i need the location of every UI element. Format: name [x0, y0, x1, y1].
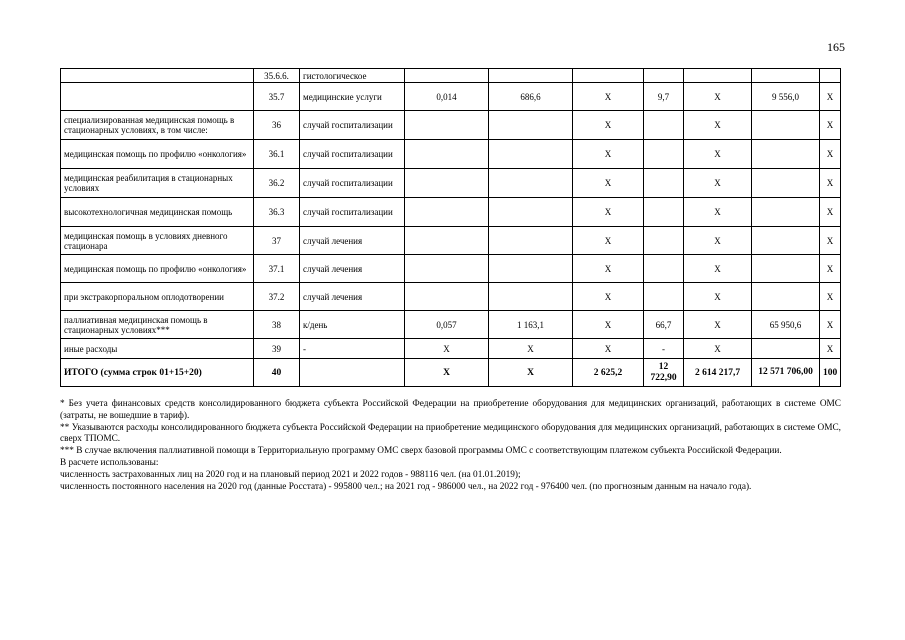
value-cell [573, 69, 644, 83]
table-row [61, 311, 841, 339]
value-cell [820, 69, 841, 83]
row-number-cell: 35.6.6. [254, 69, 300, 83]
value-cell: Х [820, 198, 841, 227]
value-cell [644, 198, 684, 227]
value-cell [489, 255, 573, 283]
value-cell [489, 69, 573, 83]
unit-cell: к/день [300, 311, 405, 339]
value-cell [405, 198, 489, 227]
value-cell: Х [573, 83, 644, 111]
value-cell: Х [573, 255, 644, 283]
row-number-cell: 40 [254, 359, 300, 387]
value-cell: 686,6 [489, 83, 573, 111]
row-name-cell: ИТОГО (сумма строк 01+15+20) [61, 359, 254, 387]
value-cell [752, 255, 820, 283]
unit-cell: медицинские услуги [300, 83, 405, 111]
value-cell [644, 255, 684, 283]
footnote-1: * Без учета финансовых средств консолидированного бюджета субъекта Российской Федерации на приобретение оборудования для медицинских организаций, работающих в системе ОМС (затраты, не вошедшие в тариф). [60, 399, 841, 421]
value-cell [489, 140, 573, 169]
value-cell [644, 283, 684, 311]
value-cell: Х [573, 283, 644, 311]
table-row [61, 169, 841, 198]
value-cell: Х [820, 311, 841, 339]
value-cell: Х [573, 198, 644, 227]
unit-cell: случай лечения [300, 227, 405, 255]
value-cell [489, 198, 573, 227]
unit-cell: случай госпитализации [300, 140, 405, 169]
value-cell [489, 111, 573, 140]
value-cell: Х [820, 339, 841, 359]
unit-cell: случай лечения [300, 255, 405, 283]
table-row [61, 283, 841, 311]
footnote-3: *** В случае включения паллиативной помощи в Территориальную программу ОМС сверх базовой программы ОМС с соответствующим платежом субъекта Российской Федерации. [60, 446, 782, 457]
table-row [61, 69, 841, 83]
value-cell [752, 339, 820, 359]
value-cell [752, 198, 820, 227]
value-cell [752, 69, 820, 83]
value-cell: Х [684, 283, 752, 311]
row-name-cell: медицинская помощь в условиях дневного стационара [61, 227, 254, 255]
unit-cell [300, 359, 405, 387]
unit-cell: случай госпитализации [300, 111, 405, 140]
value-cell: Х [489, 339, 573, 359]
footnote-2: ** Указываются расходы консолидированного бюджета субъекта Российской Федерации на приобретение медицинского оборудования для медицинских организаций, работающих в системе ОМС, сверх ТПОМС. [60, 422, 841, 445]
row-number-cell: 37.2 [254, 283, 300, 311]
unit-cell: - [300, 339, 405, 359]
table-row [61, 255, 841, 283]
value-cell [405, 255, 489, 283]
value-cell: Х [684, 169, 752, 198]
value-cell [644, 140, 684, 169]
row-number-cell: 37 [254, 227, 300, 255]
value-cell: 66,7 [644, 311, 684, 339]
value-cell: Х [573, 111, 644, 140]
value-cell [489, 283, 573, 311]
value-cell: 9 556,0 [752, 83, 820, 111]
value-cell: 12 722,90 [644, 359, 684, 387]
row-name-cell [61, 83, 254, 111]
value-cell [644, 169, 684, 198]
value-cell [752, 283, 820, 311]
value-cell: Х [684, 311, 752, 339]
value-cell: Х [489, 359, 573, 387]
value-cell: 12 571 706,00 [752, 359, 820, 387]
value-cell: Х [573, 227, 644, 255]
row-name-cell: медицинская помощь по профилю «онкология» [61, 140, 254, 169]
value-cell [644, 227, 684, 255]
total-row [61, 359, 841, 387]
value-cell: Х [573, 169, 644, 198]
value-cell [644, 69, 684, 83]
value-cell: Х [405, 359, 489, 387]
value-cell: Х [820, 111, 841, 140]
unit-cell: гистологическое [300, 69, 405, 83]
value-cell: 1 163,1 [489, 311, 573, 339]
value-cell: Х [684, 227, 752, 255]
value-cell [405, 169, 489, 198]
row-name-cell: медицинская реабилитация в стационарных условиях [61, 169, 254, 198]
value-cell: 0,057 [405, 311, 489, 339]
table-row [61, 83, 841, 111]
table-row [61, 111, 841, 140]
row-number-cell: 38 [254, 311, 300, 339]
resident-population-note: численность постоянного населения на 2020 год (данные Росстата) - 995800 чел.; на 2021 год - 986000 чел., на 2022 год - 976400 чел. (по прогнозным данным на начало года). [60, 481, 752, 492]
row-name-cell: специализированная медицинская помощь в стационарных условиях, в том числе: [61, 111, 254, 140]
table-row [61, 198, 841, 227]
financing-table [60, 68, 841, 387]
footnotes [60, 399, 841, 493]
value-cell [684, 69, 752, 83]
value-cell: - [644, 339, 684, 359]
row-name-cell: высокотехнологичная медицинская помощь [61, 198, 254, 227]
value-cell [644, 111, 684, 140]
value-cell: Х [405, 339, 489, 359]
value-cell: Х [820, 169, 841, 198]
row-name-cell: при экстракорпоральном оплодотворении [61, 283, 254, 311]
row-number-cell: 39 [254, 339, 300, 359]
row-name-cell [61, 69, 254, 83]
table-row [61, 140, 841, 169]
value-cell: Х [573, 339, 644, 359]
calc-heading: В расчете использованы: [60, 457, 159, 468]
value-cell: Х [684, 339, 752, 359]
value-cell: Х [684, 198, 752, 227]
row-number-cell: 36.2 [254, 169, 300, 198]
value-cell: Х [684, 111, 752, 140]
table-row [61, 227, 841, 255]
value-cell: 2 625,2 [573, 359, 644, 387]
value-cell [752, 111, 820, 140]
value-cell [405, 69, 489, 83]
value-cell [405, 111, 489, 140]
value-cell: Х [684, 255, 752, 283]
value-cell [405, 140, 489, 169]
table-row [61, 339, 841, 359]
row-name-cell: иные расходы [61, 339, 254, 359]
value-cell: Х [820, 283, 841, 311]
value-cell: Х [684, 140, 752, 169]
insured-population-note: численность застрахованных лиц на 2020 год и на плановый период 2021 и 2022 годов - 988116 чел. (на 01.01.2019); [60, 469, 521, 480]
unit-cell: случай госпитализации [300, 198, 405, 227]
row-number-cell: 36.3 [254, 198, 300, 227]
value-cell: Х [684, 83, 752, 111]
unit-cell: случай лечения [300, 283, 405, 311]
page-number: 165 [827, 40, 845, 54]
row-number-cell: 36 [254, 111, 300, 140]
value-cell: Х [820, 83, 841, 111]
unit-cell: случай госпитализации [300, 169, 405, 198]
value-cell: Х [820, 227, 841, 255]
value-cell: 100 [820, 359, 841, 387]
value-cell: Х [573, 311, 644, 339]
value-cell [405, 227, 489, 255]
row-name-cell: медицинская помощь по профилю «онкология» [61, 255, 254, 283]
value-cell: 2 614 217,7 [684, 359, 752, 387]
value-cell: Х [820, 255, 841, 283]
value-cell [752, 169, 820, 198]
value-cell [489, 227, 573, 255]
value-cell [752, 140, 820, 169]
row-name-cell: паллиативная медицинская помощь в стационарных условиях*** [61, 311, 254, 339]
value-cell: 65 950,6 [752, 311, 820, 339]
value-cell: Х [573, 140, 644, 169]
value-cell [405, 283, 489, 311]
value-cell: Х [820, 140, 841, 169]
row-number-cell: 37.1 [254, 255, 300, 283]
value-cell [489, 169, 573, 198]
row-number-cell: 35.7 [254, 83, 300, 111]
value-cell: 9,7 [644, 83, 684, 111]
value-cell: 0,014 [405, 83, 489, 111]
value-cell [752, 227, 820, 255]
row-number-cell: 36.1 [254, 140, 300, 169]
